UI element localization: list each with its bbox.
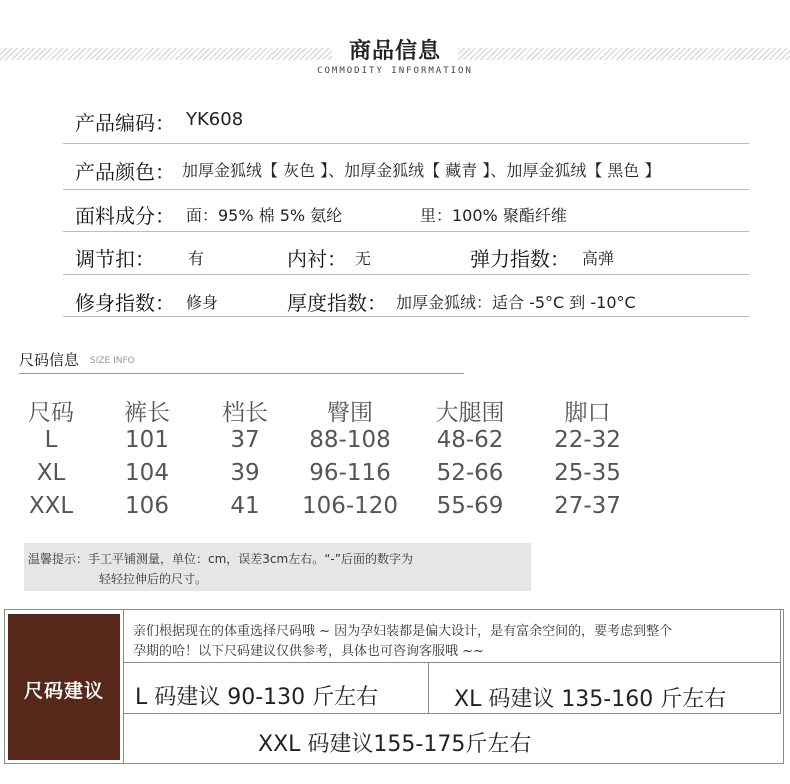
product-color-label: 产品颜色： [75,160,175,184]
size-header: 裤长 [124,400,170,426]
divider [63,189,749,190]
size-cell: 106 [125,493,169,519]
divider [123,662,781,663]
size-cell: 39 [230,460,260,486]
lining-label: 内衬： [287,247,347,271]
divider [123,609,124,764]
thickness-label: 厚度指数： [287,291,387,315]
product-code-value: YK608 [186,109,244,130]
thickness-value: 加厚金狐绒：适合 -5°C 到 -10°C [396,293,636,312]
size-cell: XXL [28,493,74,519]
size-cell: 25-35 [554,460,621,486]
size-cell: XL [36,460,66,486]
size-cell: 96-116 [309,460,391,486]
recommendation-side-label: 尺码建议 [23,680,104,702]
product-code-label: 产品编码： [75,111,175,135]
size-cell: 106-120 [301,493,399,519]
recommendation-XXL: XXL 码建议155-175斤左右 [258,732,532,757]
recommendation-XL: XL 码建议 135-160 斤左右 [454,687,727,712]
tip-line-2: 轻轻拉伸后的尺寸。 [99,572,208,586]
size-cell: 52-66 [436,460,504,486]
fit-value: 修身 [186,293,219,312]
divider [428,662,429,713]
buckle-label: 调节扣： [75,247,155,271]
size-info-underline [19,373,464,374]
section-subtitle: COMMODITY INFORMATION [317,66,473,76]
size-cell: 37 [230,427,260,453]
section-title: 商品信息 [348,39,441,64]
size-header: 臀围 [327,400,373,426]
fit-label: 修身指数： [75,291,175,315]
size-cell: 101 [125,427,169,453]
fabric-label: 面料成分： [75,204,175,228]
size-header: 脚口 [564,400,611,426]
divider [63,274,749,275]
lining-value: 无 [355,249,372,268]
tip-line-1: 温馨提示：手工平铺测量，单位：cm，误差3cm左右。“-”后面的数字为 [28,552,413,566]
recommendation-L: L 码建议 90-130 斤左右 [135,685,379,710]
size-cell: 55-69 [436,493,504,519]
size-cell: 88-108 [309,427,391,453]
divider [63,316,749,317]
size-info-subtitle: SIZE INFO [90,356,135,366]
size-cell: 104 [125,460,169,486]
size-cell: L [44,427,58,453]
size-cell: 48-62 [436,427,504,453]
elastic-value: 高弹 [582,249,615,268]
product-color-value: 加厚金狐绒【 灰色 】、加厚金狐绒【 藏青 】、加厚金狐绒【 黑色 】 [182,161,661,180]
elastic-label: 弹力指数： [470,247,570,271]
recommendation-note-1: 亲们根据现在的体重选择尺码哦 ~ 因为孕妇装都是偏大设计，是有富余空间的，要考虑到整个 [133,624,673,639]
divider [63,143,749,144]
divider [63,231,749,232]
size-header: 档长 [222,400,268,426]
buckle-value: 有 [188,249,205,268]
size-header: 尺码 [28,400,74,426]
divider [123,713,781,714]
recommendation-note-2: 孕期的哈！以下尺码建议仅供参考，具体也可咨询客服哦 ~~ [133,644,484,659]
fabric-lining-value: 里：100% 聚酯纤维 [420,206,567,225]
size-cell: 22-32 [554,427,621,453]
size-header: 大腿围 [435,400,505,426]
size-cell: 41 [230,493,260,519]
size-cell: 27-37 [554,493,621,519]
fabric-face-value: 面：95% 棉 5% 氨纶 [186,206,343,225]
size-info-title: 尺码信息 [19,351,80,369]
divider [780,609,781,713]
